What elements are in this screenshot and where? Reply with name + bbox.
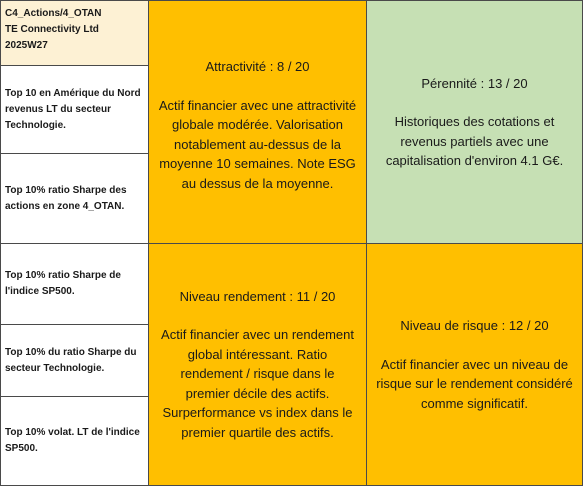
side-label-1 xyxy=(0,65,149,154)
perennite-body: Historiques des cotations et revenus partiels avec une capitalisation d'environ 4.1 G€. xyxy=(385,114,564,168)
attractivite-title: Attractivité : 8 / 20 xyxy=(205,59,310,74)
side-label-4 xyxy=(0,324,149,397)
attractivite-panel xyxy=(148,0,367,244)
perennite-title: Pérennité : 13 / 20 xyxy=(421,75,528,91)
rendement-title: Niveau rendement : 11 / 20 xyxy=(179,288,336,304)
asset-week: 2025W27 xyxy=(5,40,48,51)
perennite-panel xyxy=(366,0,583,244)
side-label-3 xyxy=(0,243,149,325)
side-label-text: Top 10% volat. LT de l'indice SP500. xyxy=(5,427,140,454)
side-label-text: Top 10% ratio Sharpe des actions en zone 4_OTAN. xyxy=(5,184,127,212)
risque-body: Actif financier avec un niveau de risque sur le rendement considéré comme significatif. xyxy=(376,356,573,411)
asset-header xyxy=(0,0,149,66)
risque-title: Niveau de risque : 12 / 20 xyxy=(400,318,549,333)
side-label-text: Top 10 en Amérique du Nord revenus LT du secteur Technologie. xyxy=(5,87,141,131)
rendement-panel xyxy=(148,243,367,486)
asset-category: C4_Actions/4_OTAN xyxy=(5,8,102,19)
attractivite-body: Actif financier avec une attractivité globale modérée. Valorisation notablement au-dessus de la moyenne 10 semaines. Note ESG au dessus de la moyenne. xyxy=(158,97,357,191)
rendement-body: Actif financier avec un rendement global intéressant. Ratio rendement / risque dans le premier décile des actifs. Surperformance vs index dans le premier quartile des actifs. xyxy=(161,327,354,440)
asset-name: TE Connectivity Ltd xyxy=(5,24,99,35)
side-label-2 xyxy=(0,153,149,244)
side-label-5 xyxy=(0,396,149,486)
risque-panel xyxy=(366,243,583,486)
side-label-text: Top 10% du ratio Sharpe du secteur Technologie. xyxy=(5,346,137,374)
side-label-text: Top 10% ratio Sharpe de l'indice SP500. xyxy=(5,270,121,297)
